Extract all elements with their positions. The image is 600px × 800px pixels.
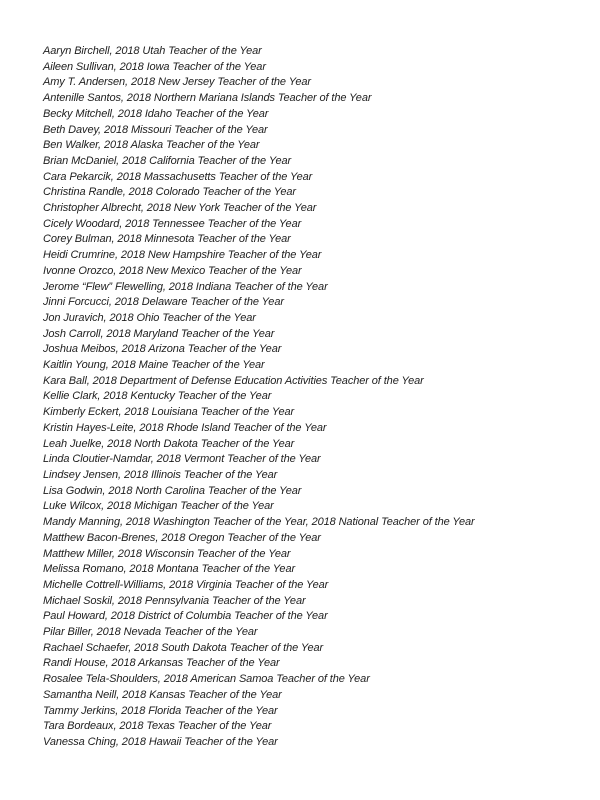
list-item: Brian McDaniel, 2018 California Teacher of the Year [43, 154, 292, 167]
list-item: Josh Carroll, 2018 Maryland Teacher of the Year [43, 327, 275, 340]
list-item: Joshua Meibos, 2018 Arizona Teacher of the Year [43, 343, 282, 356]
list-item: Amy T. Andersen, 2018 New Jersey Teacher of the Year [43, 76, 311, 89]
list-item: Aileen Sullivan, 2018 Iowa Teacher of the Year [43, 60, 266, 73]
teacher-list [43, 44, 580, 751]
list-item: Ben Walker, 2018 Alaska Teacher of the Year [43, 139, 260, 152]
list-item: Jerome “Flew” Flewelling, 2018 Indiana Teacher of the Year [43, 280, 328, 293]
list-item: Kimberly Eckert, 2018 Louisiana Teacher of the Year [43, 406, 295, 419]
list-item: Luke Wilcox, 2018 Michigan Teacher of the Year [43, 500, 274, 513]
list-item: Aaryn Birchell, 2018 Utah Teacher of the Year [43, 45, 262, 57]
list-item: Jinni Forcucci, 2018 Delaware Teacher of the Year [43, 296, 284, 309]
list-item: Christopher Albrecht, 2018 New York Teacher of the Year [43, 202, 317, 215]
list-item: Mandy Manning, 2018 Washington Teacher of the Year, 2018 National Teacher of the Year [43, 516, 475, 529]
list-item: Linda Cloutier-Namdar, 2018 Vermont Teacher of the Year [43, 453, 321, 466]
list-item: Matthew Bacon-Brenes, 2018 Oregon Teacher of the Year [43, 531, 321, 544]
list-item: Kara Ball, 2018 Department of Defense Education Activities Teacher of the Year [43, 374, 424, 387]
list-item: Kellie Clark, 2018 Kentucky Teacher of the Year [43, 390, 272, 403]
list-item: Becky Mitchell, 2018 Idaho Teacher of the Year [43, 107, 269, 120]
list-item: Heidi Crumrine, 2018 New Hampshire Teacher of the Year [43, 249, 322, 262]
list-item: Tammy Jerkins, 2018 Florida Teacher of the Year [43, 704, 278, 717]
list-item: Vanessa Ching, 2018 Hawaii Teacher of the Year [43, 735, 278, 748]
list-item: Jon Juravich, 2018 Ohio Teacher of the Year [43, 311, 256, 324]
list-item: Paul Howard, 2018 District of Columbia Teacher of the Year [43, 610, 328, 623]
list-item: Lindsey Jensen, 2018 Illinois Teacher of the Year [43, 468, 278, 481]
list-item: Melissa Romano, 2018 Montana Teacher of the Year [43, 563, 296, 576]
list-item: Lisa Godwin, 2018 North Carolina Teacher of the Year [43, 484, 302, 497]
list-item: Christina Randle, 2018 Colorado Teacher of the Year [43, 186, 296, 199]
list-item: Antenille Santos, 2018 Northern Mariana Islands Teacher of the Year [43, 92, 372, 105]
list-item: Cara Pekarcik, 2018 Massachusetts Teacher of the Year [43, 170, 313, 183]
list-item: Cicely Woodard, 2018 Tennessee Teacher of the Year [43, 217, 302, 230]
list-item: Leah Juelke, 2018 North Dakota Teacher of the Year [43, 437, 295, 450]
list-item: Kaitlin Young, 2018 Maine Teacher of the Year [43, 359, 265, 372]
list-item: Matthew Miller, 2018 Wisconsin Teacher of the Year [43, 547, 291, 560]
list-item: Rosalee Tela-Shoulders, 2018 American Samoa Teacher of the Year [43, 673, 370, 686]
list-item: Corey Bulman, 2018 Minnesota Teacher of the Year [43, 233, 291, 246]
list-item: Tara Bordeaux, 2018 Texas Teacher of the Year [43, 720, 272, 733]
list-item: Samantha Neill, 2018 Kansas Teacher of the Year [43, 688, 282, 701]
list-item: Pilar Biller, 2018 Nevada Teacher of the Year [43, 626, 258, 639]
list-item: Michelle Cottrell-Williams, 2018 Virginia Teacher of the Year [43, 578, 329, 591]
list-item: Beth Davey, 2018 Missouri Teacher of the Year [43, 123, 268, 136]
list-item: Ivonne Orozco, 2018 New Mexico Teacher of the Year [43, 264, 302, 277]
list-item: Rachael Schaefer, 2018 South Dakota Teacher of the Year [43, 641, 324, 654]
list-item: Kristin Hayes-Leite, 2018 Rhode Island Teacher of the Year [43, 421, 327, 434]
list-item: Michael Soskil, 2018 Pennsylvania Teacher of the Year [43, 594, 306, 607]
list-item: Randi House, 2018 Arkansas Teacher of the Year [43, 657, 280, 670]
